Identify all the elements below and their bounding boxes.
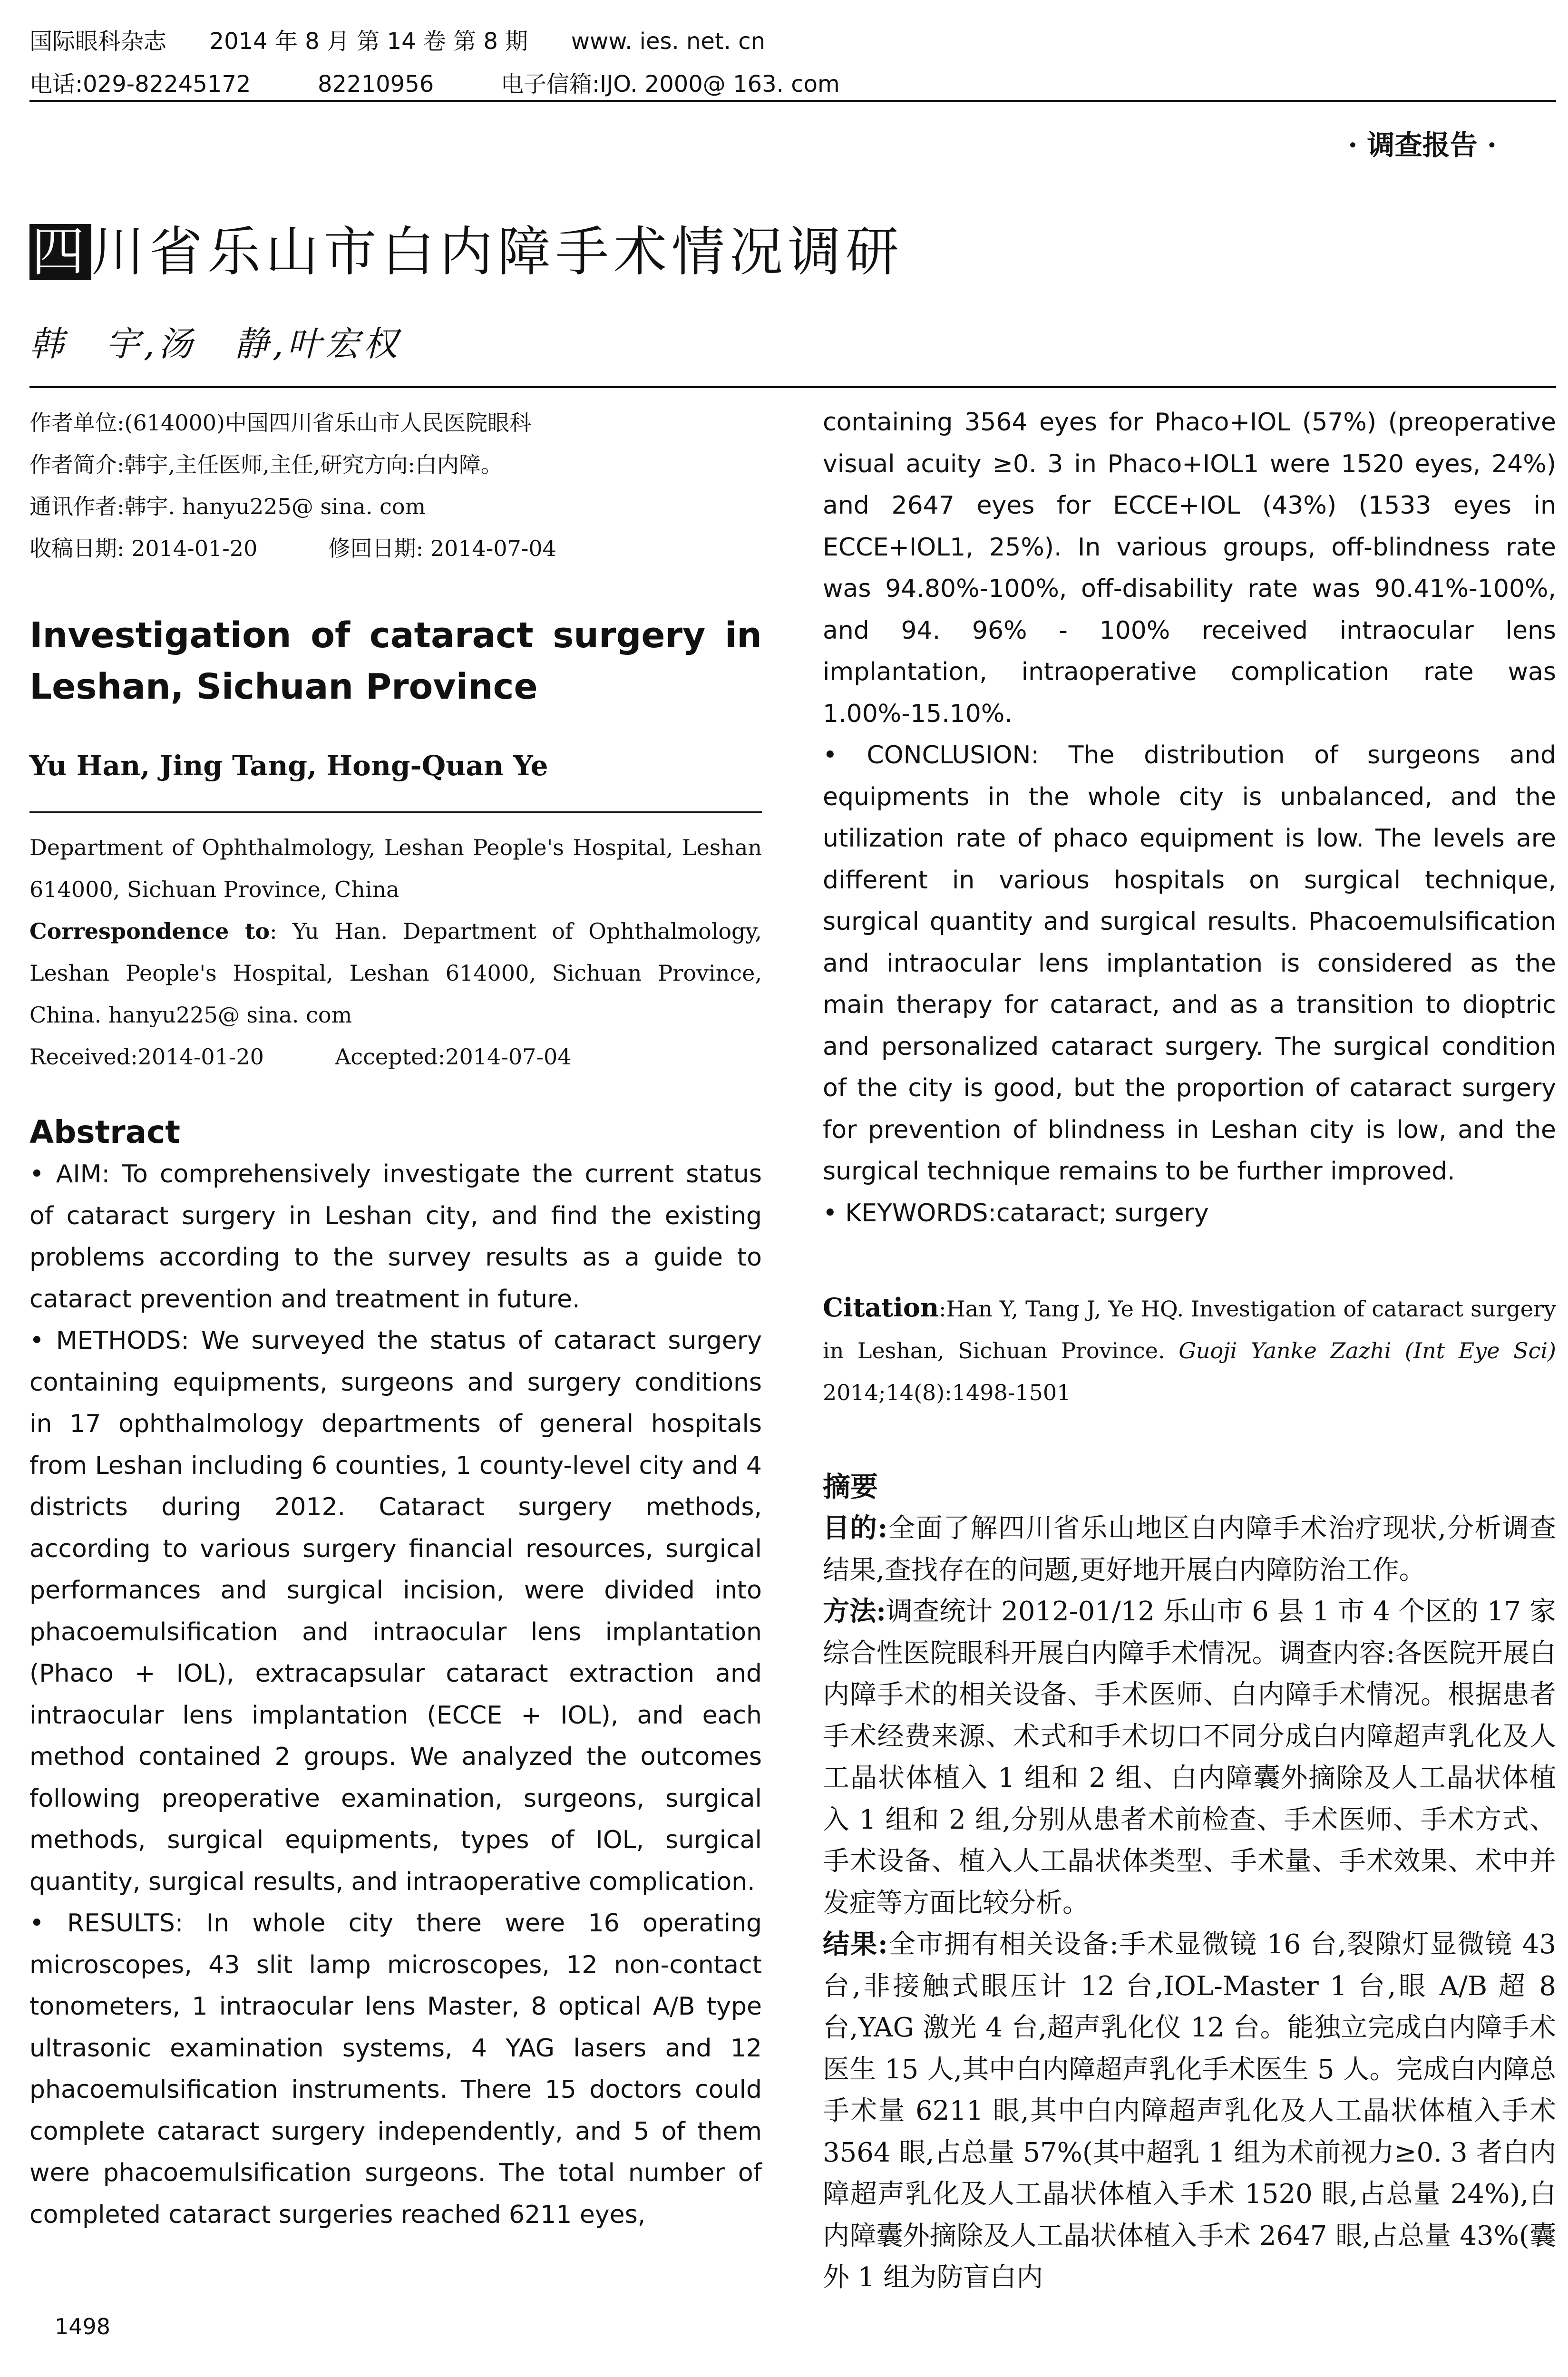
received-date-cn: 收稿日期: 2014-01-20	[29, 536, 258, 561]
abstract-results-part2: containing 3564 eyes for Phaco+IOL (57%) (preoperative visual acuity ≥0. 3 in Phaco+IOL1 were 1520 eyes, 24%) and 2647 eyes for ECCE+IOL (43%) (1533 eyes in ECCE+IOL1, 25%). In various groups, off-blindness rate was 94.80%-100%, off-disability rate was 90.41%-100%, and 94. 96% - 100% received intraocular lens implantation, intraoperative complication rate was 1.00%-15.10%.	[823, 408, 1556, 728]
authors-rule	[29, 386, 1556, 388]
right-column	[823, 402, 1556, 2299]
correspondence-text: : Yu Han. Department of Ophthalmology, Leshan People's Hospital, Leshan 614000, Sichuan Province, China. hanyu225@ sina. com	[29, 918, 762, 1028]
meta-bio: 作者简介:韩宇,主任医师,主任,研究方向:白内障。	[29, 452, 503, 477]
abstract-right-body	[823, 402, 1556, 1234]
english-affiliation: Department of Ophthalmology, Leshan People's Hospital, Leshan 614000, Sichuan Province, China	[29, 835, 762, 902]
header-top-line	[29, 23, 765, 56]
journal-name: 国际眼科杂志	[29, 28, 167, 55]
cn-methods-label: 方法:	[823, 1596, 886, 1627]
cn-methods	[823, 1591, 1556, 1924]
article-title	[29, 209, 904, 286]
abstract-keywords: • KEYWORDS:cataract; surgery	[823, 1198, 1209, 1227]
cn-abstract-body	[823, 1508, 1556, 2299]
citation-label: Citation	[823, 1292, 939, 1323]
cn-results-label: 结果:	[823, 1929, 888, 1960]
phone: 电话:029-82245172	[29, 71, 251, 97]
english-correspondence	[29, 910, 762, 1036]
citation-journal-paren: (Int Eye Sci)	[1404, 1338, 1556, 1364]
accepted-date-en: Accepted:2014-07-04	[335, 1044, 572, 1070]
title-rest: 川省乐山市白内障手术情况调研	[91, 221, 904, 283]
citation	[823, 1286, 1556, 1413]
revised-date-cn: 修回日期: 2014-07-04	[328, 536, 556, 561]
abstract-results-part1: • RESULTS: In whole city there were 16 operating microscopes, 43 slit lamp microscopes, 12 non-contact tonometers, 1 intraocular lens Master, 8 optical A/B type ultrasonic examination systems, 4 YAG lasers and 12 phacoemulsification instruments. There 15 doctors could complete cataract surgery independently, and 5 of them were phacoemulsification surgeons. The total number of completed cataract surgeries reached 6211 eyes,	[29, 1909, 762, 2229]
correspondence-label: Correspondence to	[29, 918, 270, 944]
abstract-conclusion: • CONCLUSION: The distribution of surgeons and equipments in the whole city is unbalanced, and the utilization rate of phaco equipment is low. The levels are different in various hospitals on surgical technique, surgical quantity and surgical results. Phacoemulsification and intraocular lens implantation is considered as the main therapy for cataract, and as a transition to dioptric and personalized cataract surgery. The surgical condition of the city is good, but the proportion of cataract surgery for prevention of blindness in Leshan city is low, and the surgical technique remains to be further improved.	[823, 741, 1556, 1186]
cn-methods-text: 调查统计 2012-01/12 乐山市 6 县 1 市 4 个区的 17 家综合性医院眼科开展白内障手术情况。调查内容:各医院开展白内障手术的相关设备、手术医师、白内障手术情况。根据患者手术经费来源、术式和手术切口不同分成白内障超声乳化及人工晶状体植入 1 组和 2 组、白内障囊外摘除及人工晶状体植入 1 组和 2 组,分别从患者术前检查、手术医师、手术方式、手术设备、植入人工晶状体类型、手术量、手术效果、术中并发症等方面比较分析。	[823, 1596, 1556, 1919]
en-authors-rule	[29, 811, 762, 813]
phone-secondary: 82210956	[317, 71, 434, 97]
cn-aim	[823, 1508, 1556, 1591]
website: www. ies. net. cn	[571, 28, 766, 55]
header-contact-line	[29, 66, 840, 98]
abstract-heading: Abstract	[29, 1114, 180, 1150]
cn-results-text: 全市拥有相关设备:手术显微镜 16 台,裂隙灯显微镜 43 台,非接触式眼压计 12 台,IOL-Master 1 台,眼 A/B 超 8 台,YAG 激光 4 台,超声乳化仪 12 台。能独立完成白内障手术医生 15 人,其中白内障超声乳化手术医生 5 人。完成白内障总手术量 6211 眼,其中白内障超声乳化及人工晶状体植入手术 3564 眼,占总量 57%(其中超乳 1 组为术前视力≥0. 3 者白内障超声乳化及人工晶状体植入手术 1520 眼,占总量 24%),白内障囊外摘除及人工晶状体植入手术 2647 眼,占总量 43%(囊外 1 组为防盲白内	[823, 1929, 1557, 2293]
english-title: Investigation of cataract surgery in Leshan, Sichuan Province	[29, 615, 762, 707]
citation-tail: 2014;14(8):1498-1501	[823, 1380, 1071, 1405]
title-first-char: 四	[29, 224, 91, 280]
page-number: 1498	[55, 2314, 111, 2339]
abstract-aim: • AIM: To comprehensively investigate the current status of cataract surgery in Leshan city, and find the existing problems according to the survey results as a guide to cataract prevention and treatment in future.	[29, 1160, 762, 1314]
email: 电子信箱:IJO. 2000@ 163. com	[500, 71, 840, 97]
abstract-left-body	[29, 1154, 762, 2236]
received-date-en: Received:2014-01-20	[29, 1044, 264, 1070]
cn-aim-text: 全面了解四川省乐山地区白内障手术治疗现状,分析调查结果,查找存在的问题,更好地开展白内障防治工作。	[823, 1513, 1556, 1586]
authors-cn: 韩 宇,汤 静,叶宏权	[29, 324, 401, 364]
cn-abstract-heading: 摘要	[823, 1471, 878, 1503]
citation-journal: Guoji Yanke Zazhi	[1178, 1338, 1392, 1364]
abstract-methods: • METHODS: We surveyed the status of cataract surgery containing equipments, surgeons and surgery conditions in 17 ophthalmology departments of general hospitals from Leshan including 6 counties, 1 county-level city and 4 districts during 2012. Cataract surgery methods, according to various surgery financial resources, surgical performances and surgical incision, were divided into phacoemulsification and intraocular lens implantation (Phaco + IOL), extracapsular cataract extraction and intraocular lens implantation (ECCE + IOL), and each method contained 2 groups. We analyzed the outcomes following preoperative examination, surgeons, surgical methods, surgical equipments, types of IOL, surgical quantity, surgical results, and intraoperative complication.	[29, 1326, 762, 1896]
cn-aim-label: 目的:	[823, 1512, 888, 1544]
cn-results	[823, 1924, 1556, 2299]
left-column	[29, 402, 762, 2236]
english-authors: Yu Han, Jing Tang, Hong-Quan Ye	[29, 750, 548, 782]
meta-correspondence: 通讯作者:韩宇. hanyu225@ sina. com	[29, 494, 426, 519]
citation-text: :Han Y, Tang J, Ye HQ. Investigation of cataract surgery in Leshan, Sichuan Province.	[823, 1296, 1556, 1364]
issue-info: 2014 年 8 月 第 14 卷 第 8 期	[209, 28, 528, 55]
section-label: · 调查报告 ·	[1348, 129, 1497, 161]
english-dates	[29, 1036, 762, 1078]
meta-dates	[29, 527, 762, 569]
meta-affiliation: 作者单位:(614000)中国四川省乐山市人民医院眼科	[29, 410, 531, 436]
header-rule	[29, 100, 1556, 102]
